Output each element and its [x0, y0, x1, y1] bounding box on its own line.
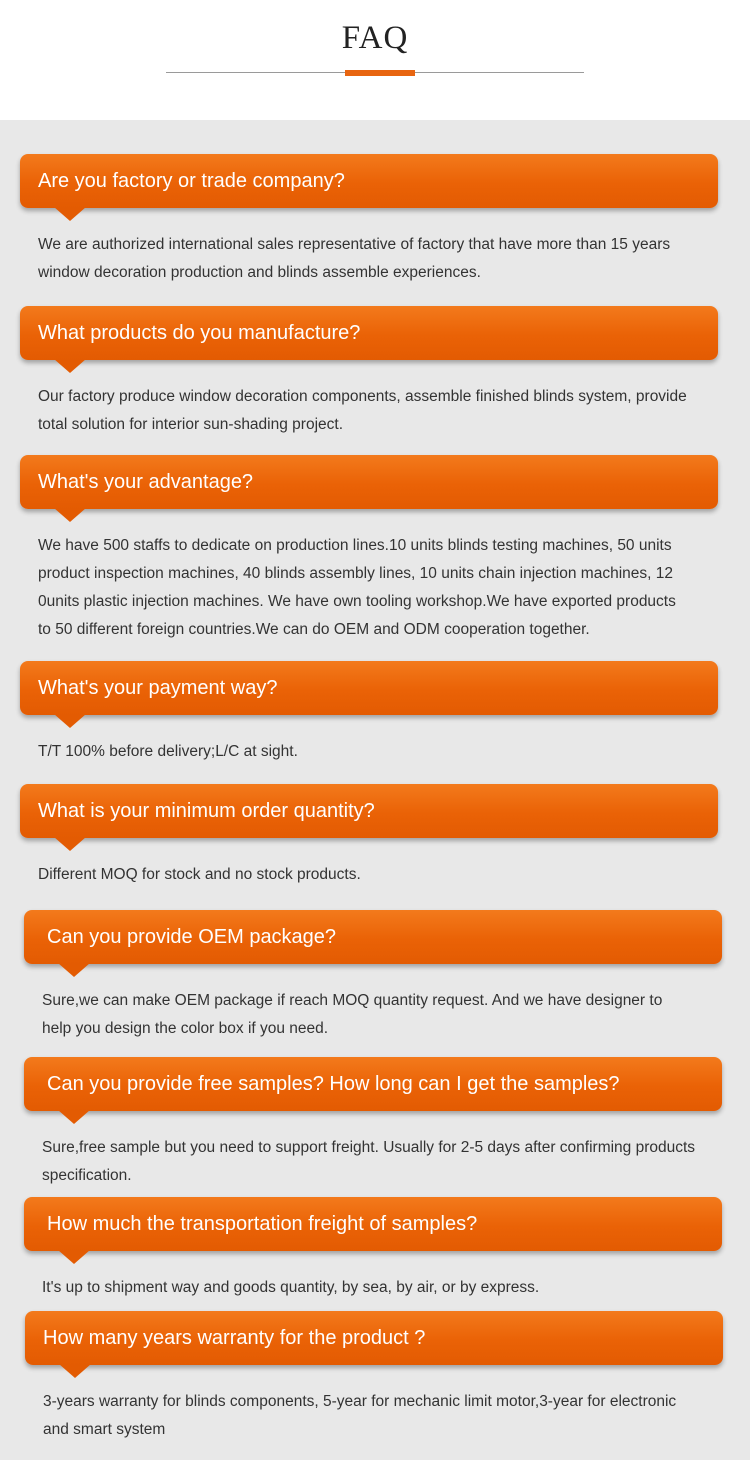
faq-question-text: Are you factory or trade company?: [38, 170, 345, 192]
faq-question-text: What's your payment way?: [38, 677, 278, 699]
faq-question-5[interactable]: [20, 784, 718, 838]
speech-notch: [58, 1110, 90, 1124]
faq-question-text: Can you provide OEM package?: [47, 926, 337, 948]
speech-notch: [58, 1250, 90, 1264]
footer-strip: [0, 1460, 750, 1474]
faq-question-text: What products do you manufacture?: [38, 322, 361, 344]
answer-line: total solution for interior sun-shading project.: [38, 416, 343, 433]
speech-notch: [54, 714, 86, 728]
faq-answer-6: [42, 987, 732, 1043]
faq-header: [0, 0, 750, 120]
answer-line: 0units plastic injection machines. We have own tooling workshop.We have exported products: [38, 593, 676, 610]
answer-line: product inspection machines, 40 blinds assembly lines, 10 units chain injection machines, 12: [38, 565, 673, 582]
faq-answer-2: [38, 383, 728, 439]
speech-notch: [54, 837, 86, 851]
faq-question-2[interactable]: [20, 306, 718, 360]
answer-line: It's up to shipment way and goods quantity, by sea, by air, or by express.: [42, 1279, 540, 1296]
answer-line: 3-years warranty for blinds components, 5-year for mechanic limit motor,3-year for electronic: [43, 1393, 677, 1410]
answer-line: T/T 100% before delivery;L/C at sight.: [38, 743, 298, 760]
faq-question-8[interactable]: [24, 1197, 722, 1251]
answer-line: help you design the color box if you need.: [42, 1020, 329, 1037]
faq-answer-9: [43, 1388, 733, 1444]
answer-line: Our factory produce window decoration components, assemble finished blinds system, provide: [38, 388, 687, 405]
answer-line: Sure,we can make OEM package if reach MOQ quantity request. And we have designer to: [42, 992, 663, 1009]
faq-answer-3: [38, 532, 728, 644]
faq-question-text: How much the transportation freight of samples?: [47, 1213, 478, 1235]
answer-line: and smart system: [43, 1421, 166, 1438]
answer-line: to 50 different foreign countries.We can do OEM and ODM cooperation together.: [38, 621, 590, 638]
speech-notch: [54, 359, 86, 373]
faq-question-3[interactable]: [20, 455, 718, 509]
faq-question-text: Can you provide free samples? How long can I get the samples?: [47, 1073, 620, 1095]
faq-question-4[interactable]: [20, 661, 718, 715]
answer-line: specification.: [42, 1167, 132, 1184]
faq-answer-8: [42, 1274, 732, 1302]
faq-question-text: What is your minimum order quantity?: [38, 800, 375, 822]
faq-question-text: What's your advantage?: [38, 471, 254, 493]
answer-line: Different MOQ for stock and no stock products.: [38, 866, 361, 883]
faq-answer-5: [38, 861, 728, 889]
page-title: FAQ: [341, 20, 409, 56]
faq-question-text: How many years warranty for the product ?: [43, 1327, 426, 1349]
faq-answer-1: [38, 231, 728, 287]
answer-line: We have 500 staffs to dedicate on production lines.10 units blinds testing machines, 50 units: [38, 537, 672, 554]
title-accent-bar: [345, 70, 415, 76]
speech-notch: [58, 963, 90, 977]
faq-question-6[interactable]: [24, 910, 722, 964]
answer-line: window decoration production and blinds assemble experiences.: [38, 264, 481, 281]
answer-line: Sure,free sample but you need to support freight. Usually for 2-5 days after confirming products: [42, 1139, 696, 1156]
speech-notch: [59, 1364, 91, 1378]
faq-answer-7: [42, 1134, 732, 1190]
speech-notch: [54, 207, 86, 221]
faq-answer-4: [38, 738, 728, 766]
faq-question-7[interactable]: [24, 1057, 722, 1111]
speech-notch: [54, 508, 86, 522]
faq-question-1[interactable]: [20, 154, 718, 208]
answer-line: We are authorized international sales representative of factory that have more than 15 years: [38, 236, 671, 253]
faq-question-9[interactable]: [25, 1311, 723, 1365]
